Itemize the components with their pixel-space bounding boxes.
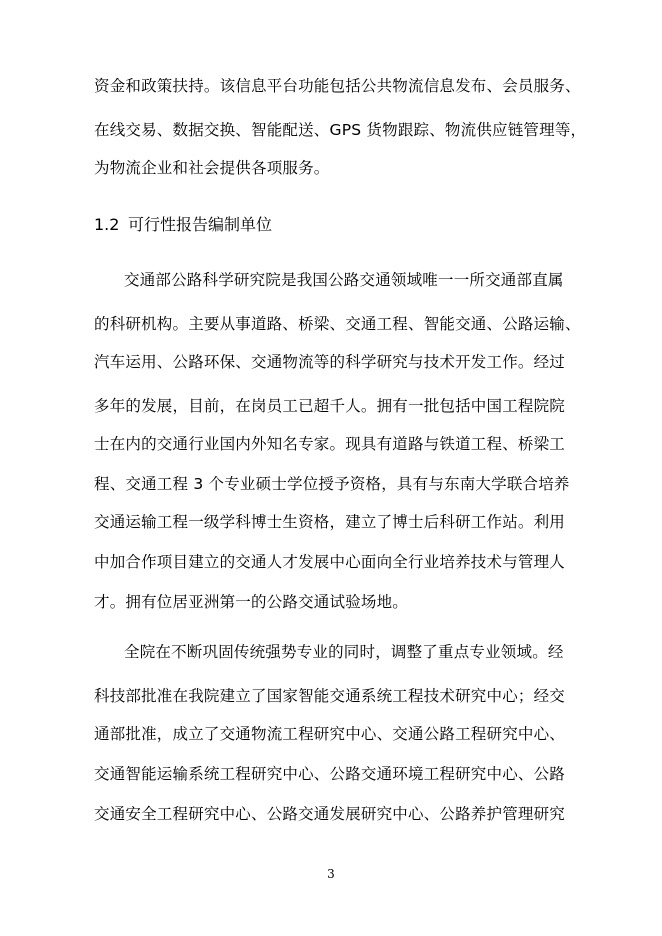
section-heading [94, 214, 272, 236]
paragraph-line: 交通部公路科学研究院是我国公路交通领域唯一一所交通部直属 [124, 271, 564, 289]
body-line: 在线交易、数据交换、智能配送、GPS 货物跟踪、物流供应链管理等， [94, 121, 587, 139]
page-number: 3 [327, 867, 335, 881]
paragraph-line: 交通运输工程一级学科博士生资格，建立了博士后科研工作站。利用 [94, 513, 566, 531]
paragraph-line: 全院在不断巩固传统强势专业的同时，调整了重点专业领域。经 [124, 643, 564, 661]
body-line: 资金和政策扶持。该信息平台功能包括公共物流信息发布、会员服务、 [94, 77, 581, 95]
paragraph-line: 科技部批准在我院建立了国家智能交通系统工程技术研究中心；经交 [94, 687, 566, 705]
paragraph-line: 才。拥有位居亚洲第一的公路交通试验场地。 [94, 593, 409, 611]
paragraph-line: 通部批准，成立了交通物流工程研究中心、交通公路工程研究中心、 [94, 725, 566, 743]
paragraph-line: 交通安全工程研究中心、公路交通发展研究中心、公路养护管理研究 [94, 805, 566, 823]
section-number: 1.2 [94, 215, 120, 234]
paragraph-line: 程、交通工程 3 个专业硕士学位授予资格，具有与东南大学联合培养 [94, 475, 570, 493]
paragraph-line: 交通智能运输系统工程研究中心、公路交通环境工程研究中心、公路 [94, 765, 566, 783]
section-title: 可行性报告编制单位 [128, 215, 273, 234]
paragraph-line: 汽车运用、公路环保、交通物流等的科学研究与技术开发工作。经过 [94, 353, 566, 371]
paragraph-line: 的科研机构。主要从事道路、桥梁、交通工程、智能交通、公路运输、 [94, 315, 581, 333]
body-line: 为物流企业和社会提供各项服务。 [94, 159, 330, 177]
paragraph-line: 士在内的交通行业国内外知名专家。现具有道路与铁道工程、桥梁工 [94, 435, 566, 453]
paragraph-line: 中加合作项目建立的交通人才发展中心面向全行业培养技术与管理人 [94, 553, 566, 571]
paragraph-line: 多年的发展，目前，在岗员工已超千人。拥有一批包括中国工程院院 [94, 397, 566, 415]
